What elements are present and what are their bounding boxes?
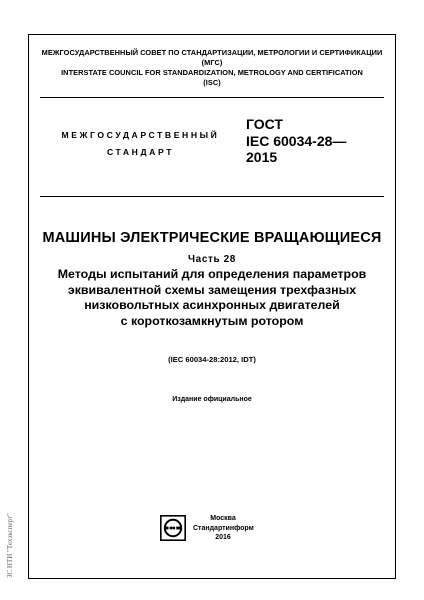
middle-divider (40, 196, 384, 197)
subtitle-line3: низковольтных асинхронных двигателей (84, 298, 340, 313)
council-name-en: INTERSTATE COUNCIL FOR STANDARDIZATION, METROLOGY AND CERTIFICATION (61, 68, 363, 77)
publisher-info (193, 514, 253, 543)
council-header (28, 48, 396, 88)
gost-number-line2: 2015 (246, 149, 278, 165)
document-title: МАШИНЫ ЭЛЕКТРИЧЕСКИЕ ВРАЩАЮЩИЕСЯ (42, 230, 382, 246)
gost-designation (246, 116, 346, 166)
watermark: ЗС НТИ "Техэксперт" (6, 513, 14, 578)
subtitle-line4: с короткозамкнутым ротором (120, 313, 304, 328)
publisher-name: Стандартинформ (193, 524, 254, 532)
publisher-city: Москва (210, 515, 236, 522)
top-divider (40, 97, 384, 98)
document-subtitle (28, 267, 396, 329)
standard-type-line1: МЕЖГОСУДАРСТВЕННЫЙ (61, 130, 220, 140)
gost-number-line1: IEC 60034-28— (246, 132, 347, 149)
council-name-ru: МЕЖГОСУДАРСТВЕННЫЙ СОВЕТ ПО СТАНДАРТИЗАЦИИ, МЕТРОЛОГИИ И СЕРТИФИКАЦИИ (41, 48, 383, 57)
publication-year: 2016 (215, 534, 231, 541)
subtitle-line1: Методы испытаний для определения параметров (57, 267, 367, 281)
standard-type-label (58, 127, 223, 161)
logo-text: СТ (168, 523, 178, 533)
council-abbr-en: (ISC) (203, 78, 221, 87)
council-abbr-ru: (МГС) (201, 58, 223, 67)
idt-reference: (IEC 60034-28:2012, IDT) (168, 355, 256, 364)
edition-label: Издание официальное (172, 396, 252, 403)
standard-type-line2: СТАНДАРТ (106, 147, 175, 157)
part-number: Часть 28 (188, 254, 236, 265)
subtitle-line2: эквивалентной схемы замещения трехфазных (67, 282, 357, 297)
standartinform-logo-icon (160, 515, 186, 541)
gost-label: ГОСТ (246, 116, 283, 132)
